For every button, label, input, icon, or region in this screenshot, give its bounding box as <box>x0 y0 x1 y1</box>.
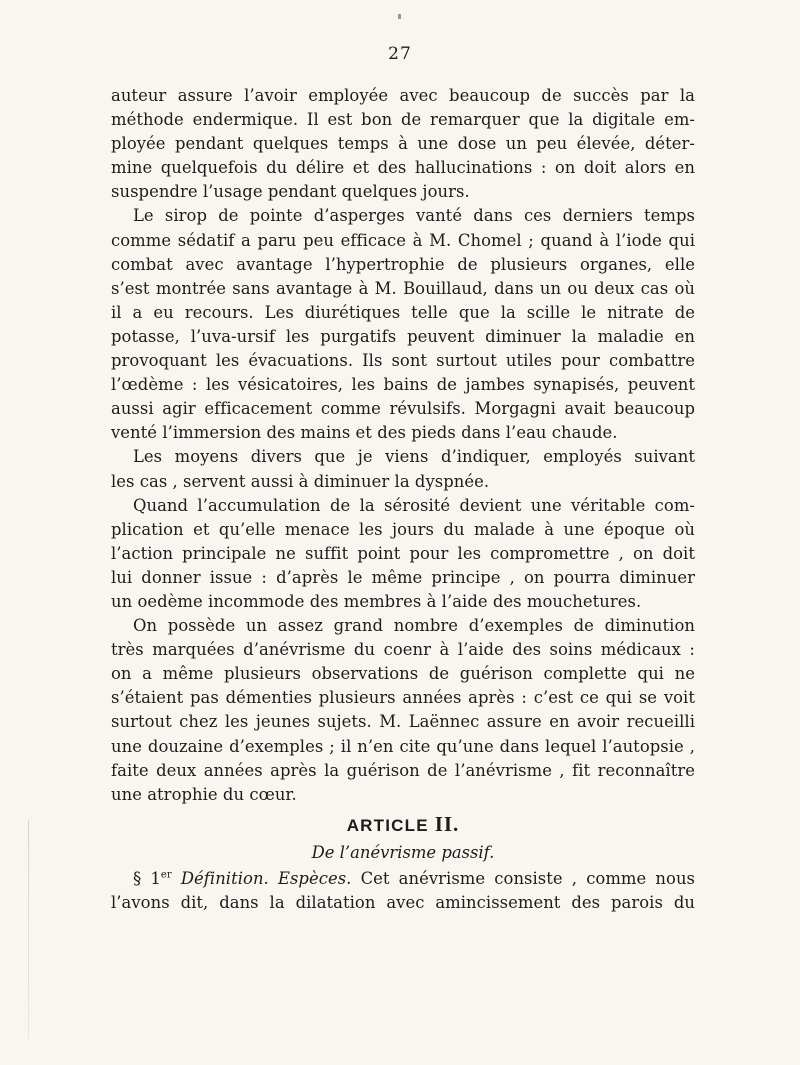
article-heading-word: ARTICLE <box>346 815 429 835</box>
text-line: suspendre l’usage pendant quelques jours. <box>111 182 470 202</box>
section-sign: § 1 <box>133 868 161 888</box>
text-line: une atrophie du cœur. <box>111 784 297 804</box>
body-text <box>111 84 695 915</box>
text-line: provoquant les évacuations. Ils sont surtout utiles pour combattre <box>111 351 695 371</box>
text-line: Quand l’accumulation de la sérosité devient une véritable com- <box>133 495 695 515</box>
text-line: surtout chez les jeunes sujets. M. Laënnec assure en avoir recueilli <box>111 712 695 732</box>
text-line: plication et qu’elle menace les jours du malade à une époque où <box>111 519 695 539</box>
text-line: un oedème incommode des membres à l’aide des mouchetures. <box>111 591 642 611</box>
text-line: potasse, l’uva-ursif les purgatifs peuvent diminuer la maladie en <box>111 326 695 346</box>
text-line: méthode endermique. Il est bon de remarquer que la digitale em- <box>111 110 695 130</box>
text-line: aussi agir efficacement comme révulsifs. Morgagni avait beaucoup <box>111 399 695 419</box>
text-line: Les moyens divers que je viens d’indiquer, employés suivant <box>133 447 695 467</box>
text-line: combat avec avantage l’hypertrophie de plusieurs organes, elle <box>111 254 695 274</box>
text-line: s’étaient pas démenties plusieurs années après : c’est ce qui se voit <box>111 688 695 708</box>
section-text: Cet anévrisme consiste , comme nous <box>351 868 696 888</box>
text-line: l’œdème : les vésicatoires, les bains de jambes synapisés, peuvent <box>111 375 695 395</box>
text-line: Le sirop de pointe d’asperges vanté dans ces derniers temps <box>133 206 695 226</box>
text-line: les cas , servent aussi à diminuer la dyspnée. <box>111 471 490 491</box>
section-line-1 <box>111 867 695 891</box>
article-heading-number: II. <box>434 811 460 836</box>
text-line: on a même plusieurs observations de guérison complette qui ne <box>111 664 695 684</box>
section-line-2: l’avons dit, dans la dilatation avec amincissement des parois du <box>111 892 695 912</box>
section-title: Définition. Espèces. <box>180 868 352 888</box>
text-line: s’est montrée sans avantage à M. Bouillaud, dans un ou deux cas où <box>111 278 695 298</box>
text-line: il a eu recours. Les diurétiques telle que la scille le nitrate de <box>111 302 695 322</box>
print-speck <box>398 14 401 19</box>
text-line: venté l’immersion des mains et des pieds dans l’eau chaude. <box>111 423 618 443</box>
paragraph-lines <box>111 84 695 807</box>
text-line: mine quelquefois du délire et des hallucinations : on doit alors en <box>111 158 695 178</box>
text-line: auteur assure l’avoir employée avec beaucoup de succès par la <box>111 86 695 105</box>
article-heading <box>111 809 695 839</box>
text-line: faite deux années après la guérison de l’anévrisme , fit reconnaître <box>111 760 695 780</box>
article-subheading: De l’anévrisme passif. <box>311 842 495 862</box>
text-line: ployée pendant quelques temps à une dose un peu élevée, déter- <box>111 134 695 154</box>
section-ordinal: er <box>160 869 172 881</box>
page-edge-shadow <box>28 820 29 1040</box>
text-line: lui donner issue : d’après le même principe , on pourra diminuer <box>111 567 695 587</box>
text-line: très marquées d’anévrisme du coenr à l’aide des soins médicaux : <box>111 640 695 660</box>
text-line: une douzaine d’exemples ; il n’en cite qu’une dans lequel l’autopsie , <box>111 736 695 756</box>
text-line: comme sédatif a paru peu efficace à M. Chomel ; quand à l’iode qui <box>111 230 695 250</box>
page-number: 27 <box>388 44 412 64</box>
text-line: l’action principale ne suffit point pour les compromettre , on doit <box>111 543 695 563</box>
text-line: On possède un assez grand nombre d’exemples de diminution <box>133 616 695 636</box>
